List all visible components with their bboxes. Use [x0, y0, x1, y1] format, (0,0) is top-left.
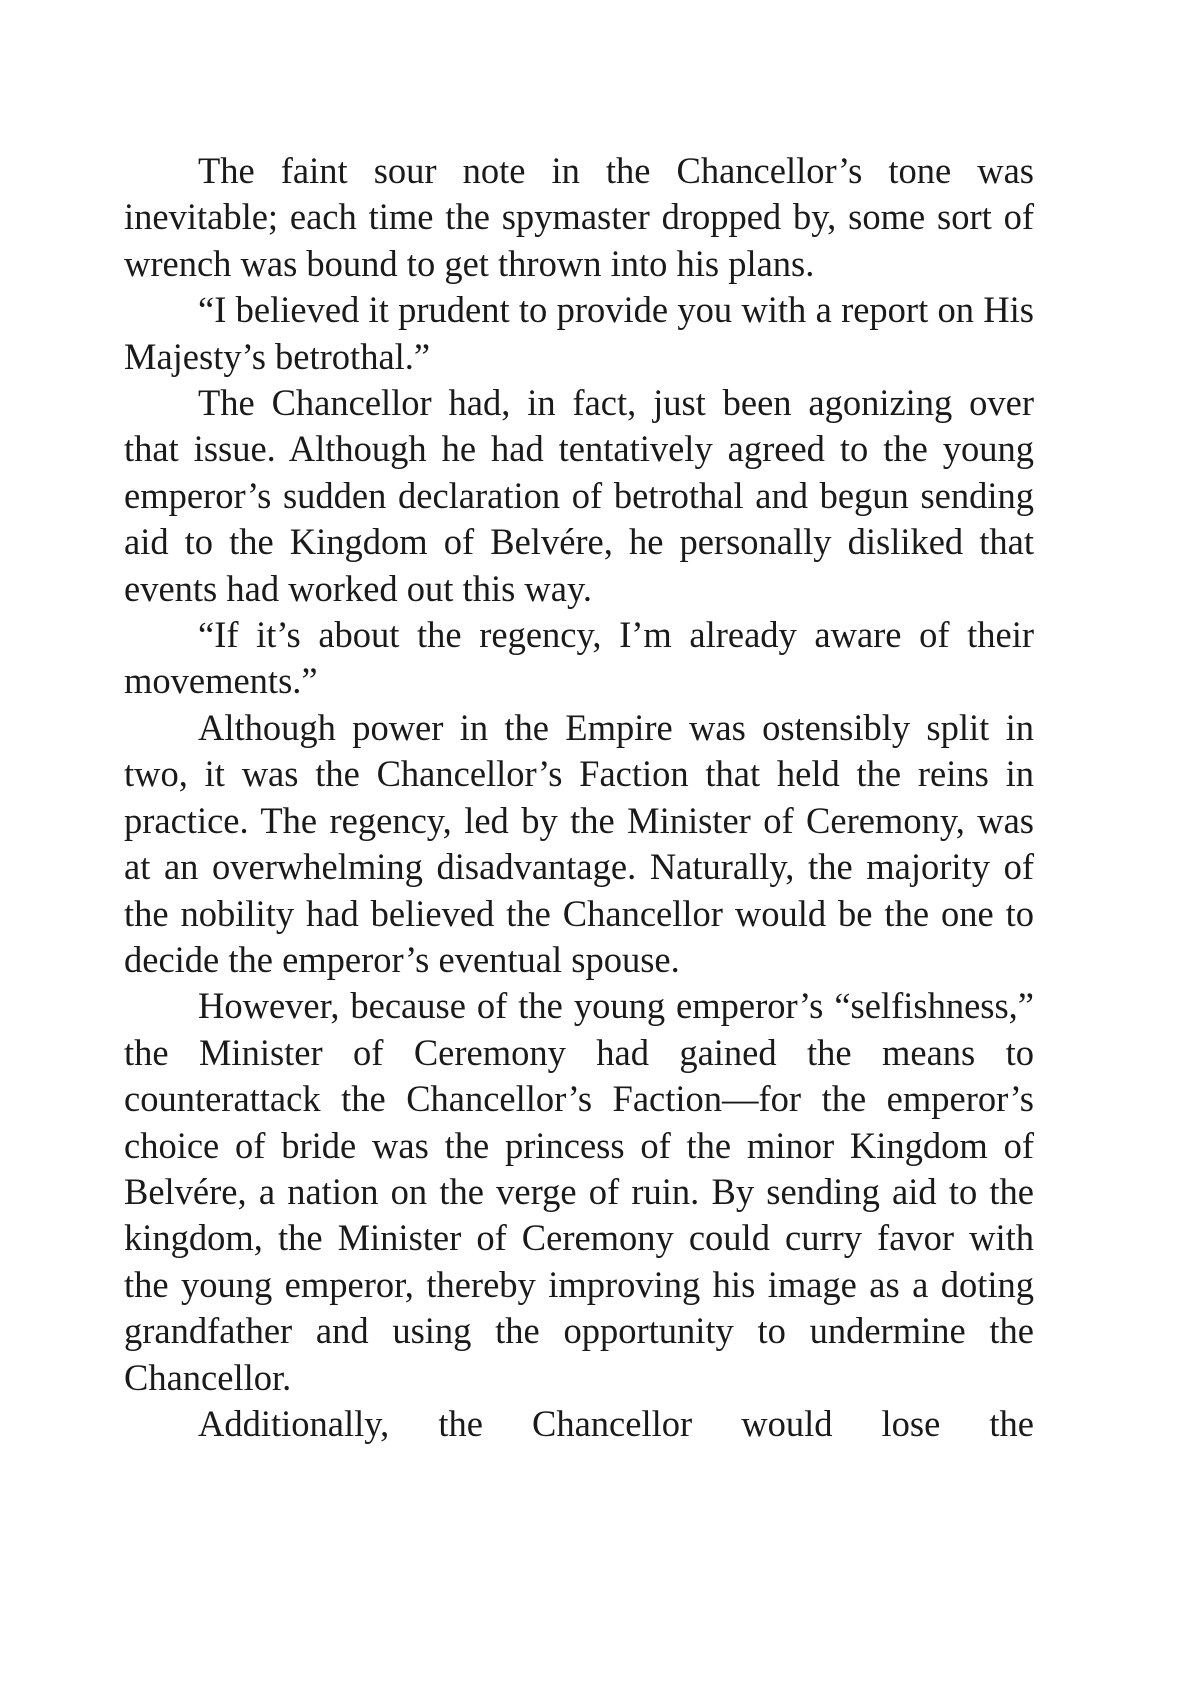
paragraph-2: “I believed it prudent to provide you with a report on His Majesty’s betrothal.”: [124, 289, 1034, 377]
paragraph-3: The Chancellor had, in fact, just been agonizing over that issue. Although he had tentatively agreed to the young emperor’s sudden declaration of betrothal and begun sending aid to the Kingdom of Belvére, he personally disliked that events had worked out this way.: [124, 382, 1034, 609]
paragraph-7: Additionally, the Chancellor would lose the: [198, 1402, 1034, 1444]
paragraph-6: However, because of the young emperor’s “selfishness,” the Minister of Ceremony had gained the means to counterattack the Chancellor’s Faction—for the emperor’s choice of bride was the princess of the minor Kingdom of Belvére, a nation on the verge of ruin. By sending aid to the kingdom, the Minister of Ceremony could curry favor with the young emperor, thereby improving his image as a doting grandfather and using the opportunity to undermine the Chancellor.: [124, 985, 1034, 1398]
paragraph-5: Although power in the Empire was ostensibly split in two, it was the Chancellor’s Faction that held the reins in practice. The regency, led by the Minister of Ceremony, was at an overwhelming disadvantage. Naturally, the majority of the nobility had believed the Chancellor would be the one to decide the emperor’s eventual spouse.: [124, 706, 1034, 980]
paragraph-1: The faint sour note in the Chancellor’s tone was inevitable; each time the spymaster dropped by, some sort of wrench was bound to get thrown into his plans.: [124, 150, 1034, 284]
paragraph-4: “If it’s about the regency, I’m already aware of their movements.”: [124, 614, 1034, 702]
body-text: [124, 148, 1034, 1447]
